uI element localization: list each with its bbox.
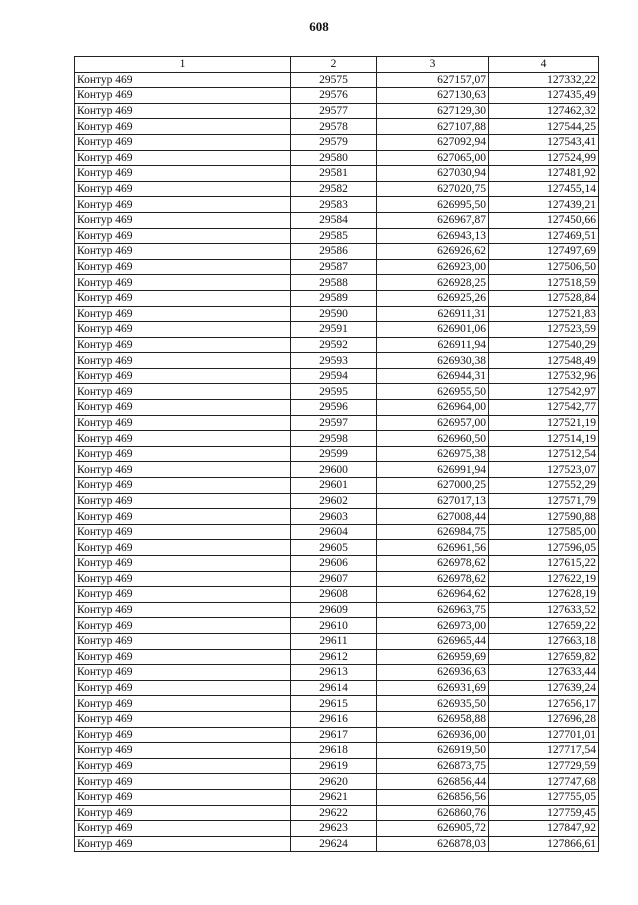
point-number-cell: 29591 bbox=[291, 322, 377, 338]
point-number-cell: 29603 bbox=[291, 509, 377, 525]
point-number-cell: 29620 bbox=[291, 774, 377, 790]
y-coordinate-cell: 127585,00 bbox=[489, 524, 599, 540]
table-row bbox=[75, 103, 599, 119]
table-row bbox=[75, 587, 599, 603]
table-row bbox=[75, 244, 599, 260]
y-coordinate-cell: 127701,01 bbox=[489, 727, 599, 743]
y-coordinate-cell: 127523,59 bbox=[489, 322, 599, 338]
x-coordinate-cell: 627092,94 bbox=[377, 134, 489, 150]
y-coordinate-cell: 127544,25 bbox=[489, 119, 599, 135]
table-row bbox=[75, 353, 599, 369]
y-coordinate-cell: 127450,66 bbox=[489, 212, 599, 228]
table-row bbox=[75, 743, 599, 759]
table-row bbox=[75, 322, 599, 338]
point-number-cell: 29609 bbox=[291, 602, 377, 618]
x-coordinate-cell: 626955,50 bbox=[377, 384, 489, 400]
point-number-cell: 29588 bbox=[291, 275, 377, 291]
table-row bbox=[75, 197, 599, 213]
page-number: 608 bbox=[309, 19, 329, 34]
point-number-cell: 29577 bbox=[291, 103, 377, 119]
x-coordinate-cell: 626931,69 bbox=[377, 680, 489, 696]
x-coordinate-cell: 627157,07 bbox=[377, 72, 489, 88]
point-number-cell: 29600 bbox=[291, 462, 377, 478]
x-coordinate-cell: 626860,76 bbox=[377, 805, 489, 821]
contour-name-cell: Контур 469 bbox=[75, 493, 291, 509]
table-row bbox=[75, 680, 599, 696]
contour-name-cell: Контур 469 bbox=[75, 415, 291, 431]
contour-name-cell: Контур 469 bbox=[75, 743, 291, 759]
x-coordinate-cell: 627008,44 bbox=[377, 509, 489, 525]
y-coordinate-cell: 127540,29 bbox=[489, 337, 599, 353]
point-number-cell: 29593 bbox=[291, 353, 377, 369]
table-row bbox=[75, 259, 599, 275]
y-coordinate-cell: 127571,79 bbox=[489, 493, 599, 509]
contour-name-cell: Контур 469 bbox=[75, 228, 291, 244]
y-coordinate-cell: 127729,59 bbox=[489, 758, 599, 774]
x-coordinate-cell: 626964,62 bbox=[377, 587, 489, 603]
table-row bbox=[75, 524, 599, 540]
point-number-cell: 29615 bbox=[291, 696, 377, 712]
point-number-cell: 29618 bbox=[291, 743, 377, 759]
y-coordinate-cell: 127506,50 bbox=[489, 259, 599, 275]
point-number-cell: 29616 bbox=[291, 711, 377, 727]
x-coordinate-cell: 626901,06 bbox=[377, 322, 489, 338]
contour-name-cell: Контур 469 bbox=[75, 431, 291, 447]
y-coordinate-cell: 127524,99 bbox=[489, 150, 599, 166]
point-number-cell: 29576 bbox=[291, 88, 377, 104]
y-coordinate-cell: 127552,29 bbox=[489, 478, 599, 494]
table-row bbox=[75, 478, 599, 494]
contour-name-cell: Контур 469 bbox=[75, 400, 291, 416]
x-coordinate-cell: 626856,56 bbox=[377, 789, 489, 805]
contour-name-cell: Контур 469 bbox=[75, 680, 291, 696]
contour-name-cell: Контур 469 bbox=[75, 633, 291, 649]
y-coordinate-cell: 127659,22 bbox=[489, 618, 599, 634]
table-row bbox=[75, 119, 599, 135]
contour-name-cell: Контур 469 bbox=[75, 524, 291, 540]
point-number-cell: 29578 bbox=[291, 119, 377, 135]
point-number-cell: 29580 bbox=[291, 150, 377, 166]
y-coordinate-cell: 127747,68 bbox=[489, 774, 599, 790]
x-coordinate-cell: 626995,50 bbox=[377, 197, 489, 213]
point-number-cell: 29583 bbox=[291, 197, 377, 213]
x-coordinate-cell: 626961,56 bbox=[377, 540, 489, 556]
y-coordinate-cell: 127435,49 bbox=[489, 88, 599, 104]
y-coordinate-cell: 127622,19 bbox=[489, 571, 599, 587]
point-number-cell: 29586 bbox=[291, 244, 377, 260]
x-coordinate-cell: 626978,62 bbox=[377, 556, 489, 572]
point-number-cell: 29619 bbox=[291, 758, 377, 774]
contour-name-cell: Контур 469 bbox=[75, 197, 291, 213]
y-coordinate-cell: 127615,22 bbox=[489, 556, 599, 572]
contour-name-cell: Контур 469 bbox=[75, 119, 291, 135]
contour-name-cell: Контур 469 bbox=[75, 696, 291, 712]
table-row bbox=[75, 602, 599, 618]
y-coordinate-cell: 127656,17 bbox=[489, 696, 599, 712]
table-row bbox=[75, 509, 599, 525]
contour-name-cell: Контур 469 bbox=[75, 789, 291, 805]
point-number-cell: 29585 bbox=[291, 228, 377, 244]
contour-name-cell: Контур 469 bbox=[75, 618, 291, 634]
point-number-cell: 29594 bbox=[291, 368, 377, 384]
x-coordinate-cell: 626936,63 bbox=[377, 665, 489, 681]
x-coordinate-cell: 626925,26 bbox=[377, 290, 489, 306]
x-coordinate-cell: 626936,00 bbox=[377, 727, 489, 743]
table-row bbox=[75, 696, 599, 712]
x-coordinate-cell: 626905,72 bbox=[377, 821, 489, 837]
y-coordinate-cell: 127543,41 bbox=[489, 134, 599, 150]
point-number-cell: 29597 bbox=[291, 415, 377, 431]
y-coordinate-cell: 127755,05 bbox=[489, 789, 599, 805]
y-coordinate-cell: 127532,96 bbox=[489, 368, 599, 384]
point-number-cell: 29596 bbox=[291, 400, 377, 416]
point-number-cell: 29610 bbox=[291, 618, 377, 634]
x-coordinate-cell: 627107,88 bbox=[377, 119, 489, 135]
x-coordinate-cell: 626935,50 bbox=[377, 696, 489, 712]
table-row bbox=[75, 446, 599, 462]
contour-name-cell: Контур 469 bbox=[75, 259, 291, 275]
table-row bbox=[75, 166, 599, 182]
column-header-2: 2 bbox=[291, 57, 377, 73]
contour-name-cell: Контур 469 bbox=[75, 166, 291, 182]
y-coordinate-cell: 127717,54 bbox=[489, 743, 599, 759]
y-coordinate-cell: 127542,77 bbox=[489, 400, 599, 416]
x-coordinate-cell: 627129,30 bbox=[377, 103, 489, 119]
contour-name-cell: Контур 469 bbox=[75, 540, 291, 556]
x-coordinate-cell: 627017,13 bbox=[377, 493, 489, 509]
x-coordinate-cell: 626943,13 bbox=[377, 228, 489, 244]
table-row bbox=[75, 618, 599, 634]
point-number-cell: 29587 bbox=[291, 259, 377, 275]
contour-name-cell: Контур 469 bbox=[75, 103, 291, 119]
contour-name-cell: Контур 469 bbox=[75, 478, 291, 494]
table-row bbox=[75, 540, 599, 556]
contour-name-cell: Контур 469 bbox=[75, 88, 291, 104]
point-number-cell: 29590 bbox=[291, 306, 377, 322]
y-coordinate-cell: 127497,69 bbox=[489, 244, 599, 260]
contour-name-cell: Контур 469 bbox=[75, 244, 291, 260]
x-coordinate-cell: 626973,00 bbox=[377, 618, 489, 634]
y-coordinate-cell: 127659,82 bbox=[489, 649, 599, 665]
y-coordinate-cell: 127523,07 bbox=[489, 462, 599, 478]
table-row bbox=[75, 181, 599, 197]
point-number-cell: 29623 bbox=[291, 821, 377, 837]
contour-name-cell: Контур 469 bbox=[75, 212, 291, 228]
point-number-cell: 29575 bbox=[291, 72, 377, 88]
x-coordinate-cell: 626960,50 bbox=[377, 431, 489, 447]
contour-name-cell: Контур 469 bbox=[75, 353, 291, 369]
point-number-cell: 29581 bbox=[291, 166, 377, 182]
table-row bbox=[75, 415, 599, 431]
point-number-cell: 29608 bbox=[291, 587, 377, 603]
table-row bbox=[75, 774, 599, 790]
x-coordinate-cell: 626873,75 bbox=[377, 758, 489, 774]
contour-name-cell: Контур 469 bbox=[75, 587, 291, 603]
point-number-cell: 29605 bbox=[291, 540, 377, 556]
x-coordinate-cell: 626911,94 bbox=[377, 337, 489, 353]
point-number-cell: 29582 bbox=[291, 181, 377, 197]
contour-name-cell: Контур 469 bbox=[75, 821, 291, 837]
y-coordinate-cell: 127847,92 bbox=[489, 821, 599, 837]
y-coordinate-cell: 127633,44 bbox=[489, 665, 599, 681]
column-header-3: 3 bbox=[377, 57, 489, 73]
y-coordinate-cell: 127528,84 bbox=[489, 290, 599, 306]
contour-name-cell: Контур 469 bbox=[75, 150, 291, 166]
table-row bbox=[75, 711, 599, 727]
y-coordinate-cell: 127481,92 bbox=[489, 166, 599, 182]
contour-name-cell: Контур 469 bbox=[75, 322, 291, 338]
x-coordinate-cell: 626958,88 bbox=[377, 711, 489, 727]
x-coordinate-cell: 626978,62 bbox=[377, 571, 489, 587]
y-coordinate-cell: 127548,49 bbox=[489, 353, 599, 369]
y-coordinate-cell: 127332,22 bbox=[489, 72, 599, 88]
table-row bbox=[75, 368, 599, 384]
table-row bbox=[75, 556, 599, 572]
table-row bbox=[75, 400, 599, 416]
contour-name-cell: Контур 469 bbox=[75, 805, 291, 821]
table-row bbox=[75, 493, 599, 509]
point-number-cell: 29589 bbox=[291, 290, 377, 306]
table-row bbox=[75, 571, 599, 587]
contour-name-cell: Контур 469 bbox=[75, 665, 291, 681]
point-number-cell: 29621 bbox=[291, 789, 377, 805]
point-number-cell: 29614 bbox=[291, 680, 377, 696]
table-row bbox=[75, 633, 599, 649]
contour-name-cell: Контур 469 bbox=[75, 384, 291, 400]
y-coordinate-cell: 127512,54 bbox=[489, 446, 599, 462]
contour-name-cell: Контур 469 bbox=[75, 758, 291, 774]
y-coordinate-cell: 127521,83 bbox=[489, 306, 599, 322]
point-number-cell: 29607 bbox=[291, 571, 377, 587]
contour-name-cell: Контур 469 bbox=[75, 509, 291, 525]
contour-name-cell: Контур 469 bbox=[75, 836, 291, 852]
contour-name-cell: Контур 469 bbox=[75, 649, 291, 665]
y-coordinate-cell: 127628,19 bbox=[489, 587, 599, 603]
y-coordinate-cell: 127639,24 bbox=[489, 680, 599, 696]
x-coordinate-cell: 626923,00 bbox=[377, 259, 489, 275]
x-coordinate-cell: 626963,75 bbox=[377, 602, 489, 618]
contour-name-cell: Контур 469 bbox=[75, 72, 291, 88]
table-row bbox=[75, 805, 599, 821]
point-number-cell: 29604 bbox=[291, 524, 377, 540]
table-row bbox=[75, 290, 599, 306]
y-coordinate-cell: 127518,59 bbox=[489, 275, 599, 291]
y-coordinate-cell: 127866,61 bbox=[489, 836, 599, 852]
point-number-cell: 29595 bbox=[291, 384, 377, 400]
point-number-cell: 29624 bbox=[291, 836, 377, 852]
contour-name-cell: Контур 469 bbox=[75, 275, 291, 291]
contour-name-cell: Контур 469 bbox=[75, 290, 291, 306]
table-row bbox=[75, 789, 599, 805]
y-coordinate-cell: 127759,45 bbox=[489, 805, 599, 821]
x-coordinate-cell: 626919,50 bbox=[377, 743, 489, 759]
table-row bbox=[75, 88, 599, 104]
contour-name-cell: Контур 469 bbox=[75, 727, 291, 743]
y-coordinate-cell: 127514,19 bbox=[489, 431, 599, 447]
table-row bbox=[75, 275, 599, 291]
table-row bbox=[75, 72, 599, 88]
x-coordinate-cell: 626856,44 bbox=[377, 774, 489, 790]
table-row bbox=[75, 384, 599, 400]
table-row bbox=[75, 462, 599, 478]
y-coordinate-cell: 127462,32 bbox=[489, 103, 599, 119]
x-coordinate-cell: 627130,63 bbox=[377, 88, 489, 104]
contour-name-cell: Контур 469 bbox=[75, 337, 291, 353]
y-coordinate-cell: 127542,97 bbox=[489, 384, 599, 400]
table-row bbox=[75, 431, 599, 447]
table-row bbox=[75, 134, 599, 150]
point-number-cell: 29599 bbox=[291, 446, 377, 462]
point-number-cell: 29601 bbox=[291, 478, 377, 494]
point-number-cell: 29592 bbox=[291, 337, 377, 353]
y-coordinate-cell: 127455,14 bbox=[489, 181, 599, 197]
point-number-cell: 29606 bbox=[291, 556, 377, 572]
y-coordinate-cell: 127469,51 bbox=[489, 228, 599, 244]
contour-name-cell: Контур 469 bbox=[75, 571, 291, 587]
x-coordinate-cell: 626984,75 bbox=[377, 524, 489, 540]
table-row bbox=[75, 337, 599, 353]
x-coordinate-cell: 626957,00 bbox=[377, 415, 489, 431]
point-number-cell: 29612 bbox=[291, 649, 377, 665]
contour-name-cell: Контур 469 bbox=[75, 556, 291, 572]
x-coordinate-cell: 626926,62 bbox=[377, 244, 489, 260]
x-coordinate-cell: 627030,94 bbox=[377, 166, 489, 182]
x-coordinate-cell: 626928,25 bbox=[377, 275, 489, 291]
contour-name-cell: Контур 469 bbox=[75, 602, 291, 618]
x-coordinate-cell: 626967,87 bbox=[377, 212, 489, 228]
point-number-cell: 29598 bbox=[291, 431, 377, 447]
table-row bbox=[75, 836, 599, 852]
y-coordinate-cell: 127663,18 bbox=[489, 633, 599, 649]
contour-name-cell: Контур 469 bbox=[75, 368, 291, 384]
table-row bbox=[75, 665, 599, 681]
y-coordinate-cell: 127590,88 bbox=[489, 509, 599, 525]
table-row bbox=[75, 649, 599, 665]
coordinates-table bbox=[74, 56, 599, 852]
column-header-1: 1 bbox=[75, 57, 291, 73]
x-coordinate-cell: 627065,00 bbox=[377, 150, 489, 166]
point-number-cell: 29611 bbox=[291, 633, 377, 649]
x-coordinate-cell: 626944,31 bbox=[377, 368, 489, 384]
y-coordinate-cell: 127596,05 bbox=[489, 540, 599, 556]
contour-name-cell: Контур 469 bbox=[75, 181, 291, 197]
x-coordinate-cell: 626878,03 bbox=[377, 836, 489, 852]
table-row bbox=[75, 150, 599, 166]
point-number-cell: 29613 bbox=[291, 665, 377, 681]
table-row bbox=[75, 228, 599, 244]
column-header-4: 4 bbox=[489, 57, 599, 73]
point-number-cell: 29584 bbox=[291, 212, 377, 228]
x-coordinate-cell: 626964,00 bbox=[377, 400, 489, 416]
contour-name-cell: Контур 469 bbox=[75, 134, 291, 150]
contour-name-cell: Контур 469 bbox=[75, 462, 291, 478]
y-coordinate-cell: 127633,52 bbox=[489, 602, 599, 618]
x-coordinate-cell: 626965,44 bbox=[377, 633, 489, 649]
x-coordinate-cell: 627000,25 bbox=[377, 478, 489, 494]
contour-name-cell: Контур 469 bbox=[75, 711, 291, 727]
table-row bbox=[75, 821, 599, 837]
x-coordinate-cell: 626911,31 bbox=[377, 306, 489, 322]
contour-name-cell: Контур 469 bbox=[75, 306, 291, 322]
table-row bbox=[75, 758, 599, 774]
x-coordinate-cell: 626959,69 bbox=[377, 649, 489, 665]
y-coordinate-cell: 127696,28 bbox=[489, 711, 599, 727]
table-row bbox=[75, 212, 599, 228]
x-coordinate-cell: 626991,94 bbox=[377, 462, 489, 478]
x-coordinate-cell: 626930,38 bbox=[377, 353, 489, 369]
point-number-cell: 29602 bbox=[291, 493, 377, 509]
point-number-cell: 29617 bbox=[291, 727, 377, 743]
table-header-row bbox=[75, 57, 599, 73]
contour-name-cell: Контур 469 bbox=[75, 774, 291, 790]
contour-name-cell: Контур 469 bbox=[75, 446, 291, 462]
y-coordinate-cell: 127521,19 bbox=[489, 415, 599, 431]
y-coordinate-cell: 127439,21 bbox=[489, 197, 599, 213]
table-row bbox=[75, 306, 599, 322]
point-number-cell: 29622 bbox=[291, 805, 377, 821]
x-coordinate-cell: 626975,38 bbox=[377, 446, 489, 462]
x-coordinate-cell: 627020,75 bbox=[377, 181, 489, 197]
point-number-cell: 29579 bbox=[291, 134, 377, 150]
table-row bbox=[75, 727, 599, 743]
